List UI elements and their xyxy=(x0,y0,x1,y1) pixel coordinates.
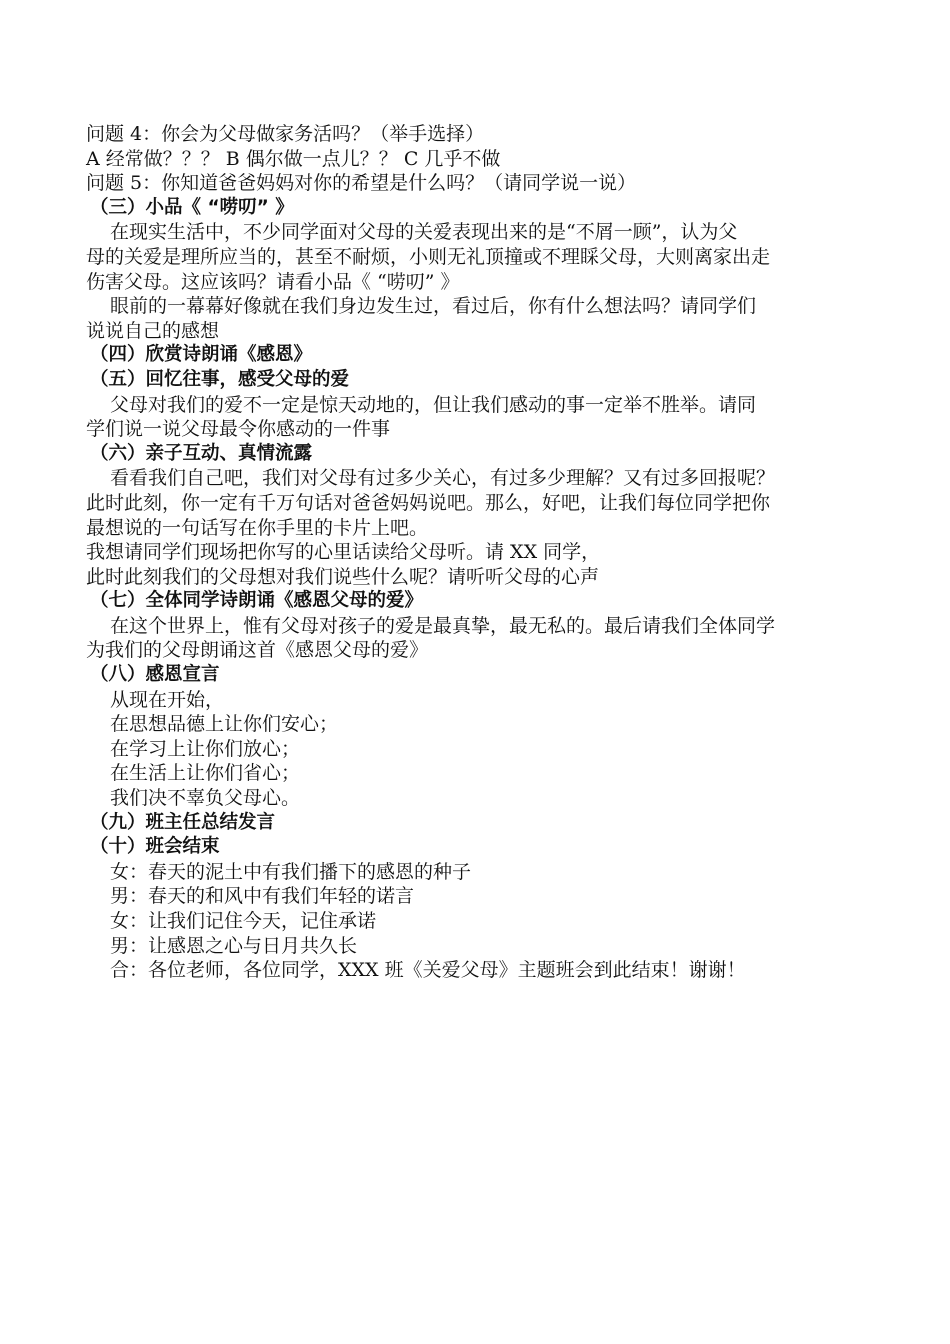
paragraph-line: 说说自己的感想 xyxy=(86,319,220,342)
paragraph-line: 伤害父母。这应该吗？请看小品《 “唠叨” 》 xyxy=(86,270,460,293)
section-6-paragraph-1 xyxy=(86,466,886,540)
closing-line: 男：春天的和风中有我们年轻的诺言 xyxy=(110,885,415,908)
question-4: 问题 4：你会为父母做家务活吗？（举手选择） xyxy=(86,123,485,145)
section-6-heading: （六）亲子互动、真情流露 xyxy=(90,442,313,464)
paragraph-line: 此时此刻，你一定有千万句话对爸爸妈妈说吧。那么，好吧，让我们每位同学把你 xyxy=(86,491,771,514)
section-10-heading: （十）班会结束 xyxy=(90,836,220,858)
declaration-line: 在思想品德上让你们安心； xyxy=(110,713,339,736)
paragraph-line: 最想说的一句话写在你手里的卡片上吧。 xyxy=(86,516,429,539)
section-3-paragraph-1 xyxy=(86,220,886,294)
closing-line: 女：让我们记住今天，记住承诺 xyxy=(110,910,377,932)
closing-line: 男：让感恩之心与日月共久长 xyxy=(110,934,358,957)
section-8-heading: （八）感恩宣言 xyxy=(90,664,220,686)
paragraph-line: 眼前的一幕幕好像就在我们身边发生过，看过后，你有什么想法吗？请同学们 xyxy=(110,295,757,318)
section-5-heading: （五）回忆往事，感受父母的爱 xyxy=(90,368,350,390)
section-10-closing xyxy=(86,860,886,983)
section-9-heading: （九）班主任总结发言 xyxy=(90,811,276,833)
declaration-line: 从现在开始， xyxy=(110,688,225,711)
paragraph-line: 为我们的父母朗诵这首《感恩父母的爱》 xyxy=(86,639,429,662)
closing-line: 女：春天的泥土中有我们播下的感恩的种子 xyxy=(110,860,472,883)
section-4-heading: （四）欣赏诗朗诵《感恩》 xyxy=(90,344,313,366)
section-6-line-3: 此时此刻我们的父母想对我们说些什么呢？请听听父母的心声 xyxy=(86,565,600,588)
declaration-line: 在生活上让你们省心； xyxy=(110,762,301,785)
section-3-heading: （三）小品《 “唠叨” 》 xyxy=(90,196,294,218)
section-5-paragraph-1 xyxy=(86,393,886,442)
declaration-line: 我们决不辜负父母心。 xyxy=(110,787,301,810)
paragraph-line: 学们说一说父母最令你感动的一件事 xyxy=(86,418,391,441)
paragraph-line: 看看我们自己吧，我们对父母有过多少关心，有过多少理解？又有过多回报呢？ xyxy=(110,467,776,490)
paragraph-line: 母的关爱是理所应当的，甚至不耐烦，小则无礼顶撞或不理睬父母，大则离家出走 xyxy=(86,245,771,268)
question-4-options: A 经常做？？？ B 偶尔做一点儿？？ C 几乎不做 xyxy=(86,147,501,170)
section-6-line-2: 我想请同学们现场把你写的心里话读给父母听。请 XX 同学， xyxy=(86,541,601,564)
declaration-line: 在学习上让你们放心； xyxy=(110,737,301,760)
paragraph-line: 在这个世界上，惟有父母对孩子的爱是最真挚，最无私的。最后请我们全体同学 xyxy=(110,614,776,637)
question-5: 问题 5：你知道爸爸妈妈对你的希望是什么吗？（请同学说一说） xyxy=(86,172,637,195)
paragraph-line: 父母对我们的爱不一定是惊天动地的，但让我们感动的事一定举不胜举。请同 xyxy=(110,393,757,416)
closing-line: 合：各位老师，各位同学，XXX 班《关爱父母》主题班会到此结束！谢谢！ xyxy=(110,959,746,982)
section-3-paragraph-2 xyxy=(86,294,886,343)
section-8-declaration xyxy=(86,688,886,811)
document-page xyxy=(86,122,886,983)
section-7-paragraph-1 xyxy=(86,614,886,663)
section-7-heading: （七）全体同学诗朗诵《感恩父母的爱》 xyxy=(90,590,424,612)
paragraph-line: 在现实生活中，不少同学面对父母的关爱表现出来的是“不屑一顾”，认为父 xyxy=(110,221,738,244)
